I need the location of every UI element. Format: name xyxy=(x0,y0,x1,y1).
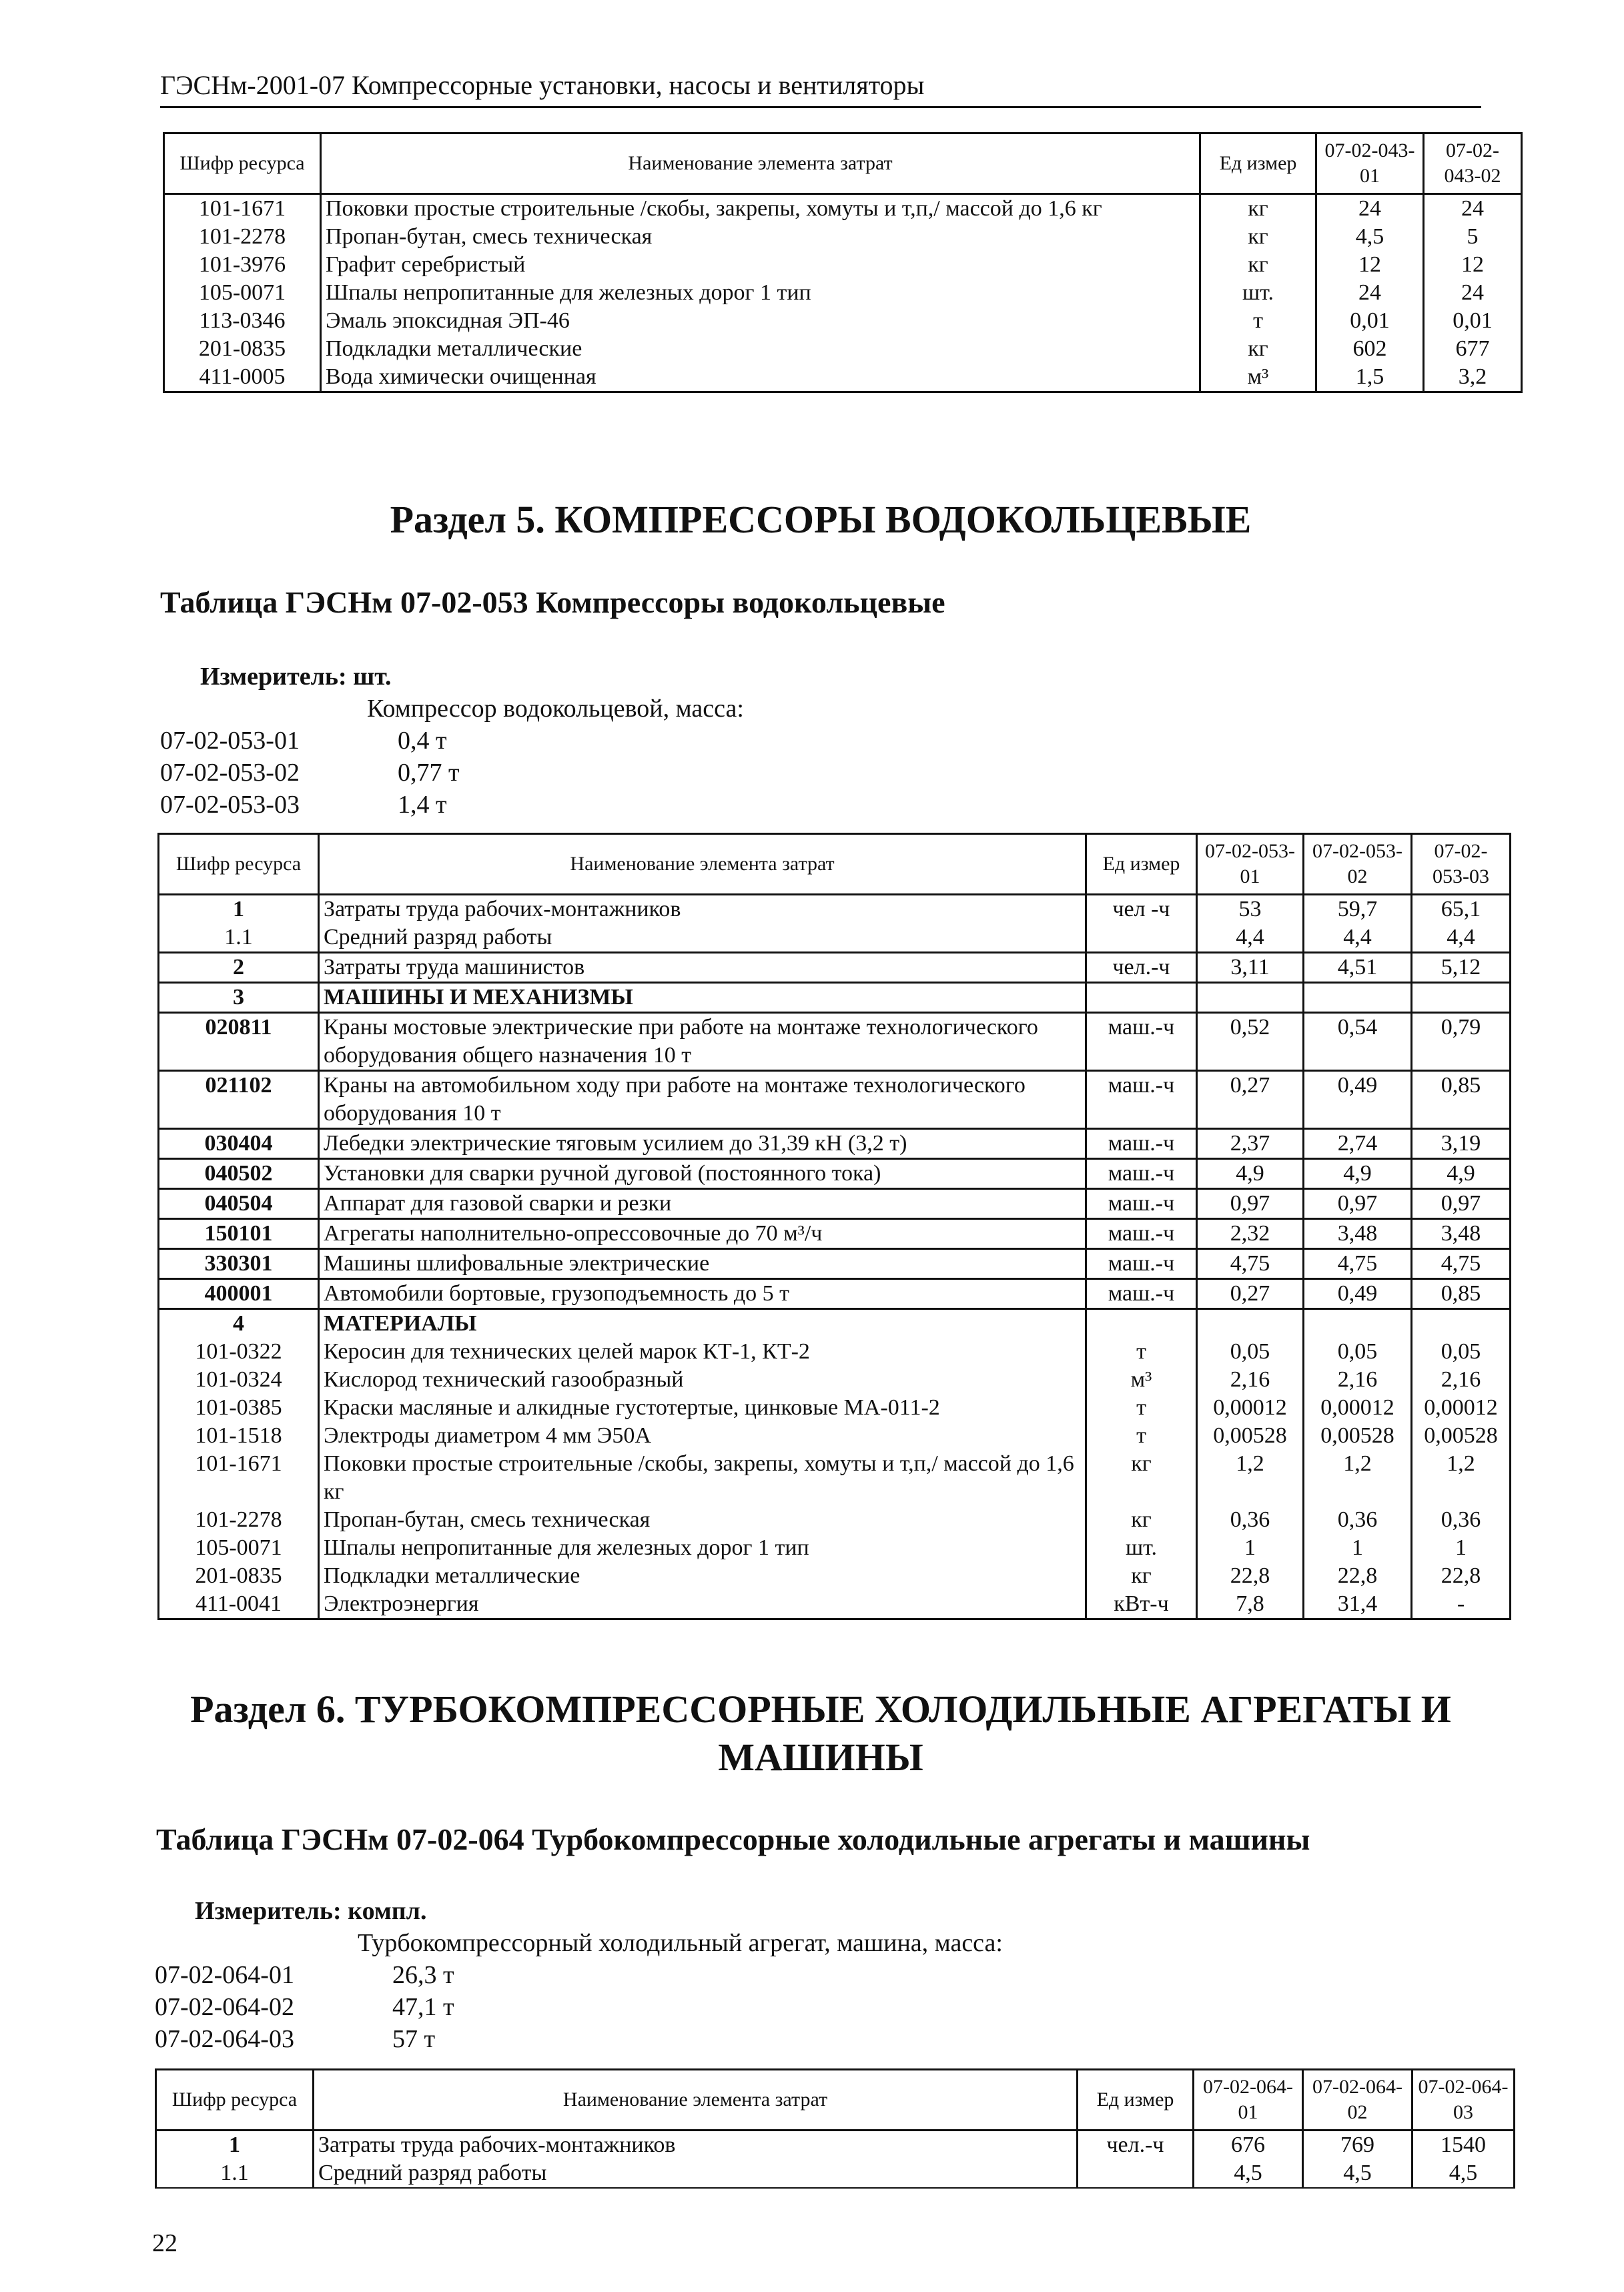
cell-value xyxy=(1304,983,1412,1013)
cell-unit: чел.-ч xyxy=(1086,953,1197,983)
col-header-variant: 07-02-064-03 xyxy=(1412,2070,1515,2131)
cell-value: 0,01 xyxy=(1316,307,1424,335)
cell-name: Краски масляные и алкидные густотертые, цинковые МА-011-2 xyxy=(319,1394,1086,1422)
cell-value: 4,9 xyxy=(1197,1159,1304,1189)
cell-value: 31,4 xyxy=(1304,1590,1412,1619)
cell-value xyxy=(1412,983,1511,1013)
cell-value: - xyxy=(1412,1590,1511,1619)
cell-code: 201-0835 xyxy=(159,1562,319,1590)
cell-unit: т xyxy=(1086,1394,1197,1422)
cell-code: 101-2278 xyxy=(164,223,321,251)
table-row xyxy=(164,363,1522,392)
cell-unit: кВт-ч xyxy=(1086,1590,1197,1619)
cell-name: Лебедки электрические тяговым усилием до 31,39 кН (3,2 т) xyxy=(319,1129,1086,1159)
cell-value: 1 xyxy=(1304,1534,1412,1562)
cell-name: Автомобили бортовые, грузоподъемность до 5 т xyxy=(319,1279,1086,1309)
variant-code: 07-02-064-02 xyxy=(155,1993,294,2021)
cell-value: 0,85 xyxy=(1412,1279,1511,1309)
variant-code: 07-02-064-03 xyxy=(155,2025,294,2053)
cell-value: 22,8 xyxy=(1304,1562,1412,1590)
cell-value: 0,49 xyxy=(1304,1071,1412,1129)
cell-value: 3,2 xyxy=(1424,363,1522,392)
cell-code: 101-2278 xyxy=(159,1506,319,1534)
table-row xyxy=(159,1562,1511,1590)
cell-value: 0,52 xyxy=(1197,1013,1304,1071)
cell-name: Вода химически очищенная xyxy=(321,363,1200,392)
cell-value: 0,49 xyxy=(1304,1279,1412,1309)
variant-code: 07-02-053-02 xyxy=(160,759,300,787)
cell-value: 2,32 xyxy=(1197,1219,1304,1249)
cell-value: 1,2 xyxy=(1304,1450,1412,1506)
cell-value: 0,97 xyxy=(1197,1189,1304,1219)
resource-table-064 xyxy=(155,2068,1515,2189)
cell-value xyxy=(1304,1309,1412,1339)
table-row xyxy=(159,1279,1511,1309)
col-header-variant: 07-02-064-01 xyxy=(1194,2070,1303,2131)
cell-value: 0,79 xyxy=(1412,1013,1511,1071)
cell-name: Установки для сварки ручной дуговой (постоянного тока) xyxy=(319,1159,1086,1189)
cell-unit: кг xyxy=(1086,1506,1197,1534)
cell-name: Подкладки металлические xyxy=(319,1562,1086,1590)
cell-unit: чел -ч xyxy=(1086,895,1197,924)
cell-code: 101-1671 xyxy=(159,1450,319,1506)
cell-value: 2,74 xyxy=(1304,1129,1412,1159)
cell-name: Эмаль эпоксидная ЭП-46 xyxy=(321,307,1200,335)
table-row xyxy=(159,1249,1511,1279)
cell-unit: маш.-ч xyxy=(1086,1189,1197,1219)
meter-value: компл. xyxy=(348,1897,427,1925)
table-row xyxy=(156,2159,1515,2188)
table-title: Таблица ГЭСНм 07-02-053 Компрессоры водокольцевые xyxy=(160,585,945,619)
cell-unit: маш.-ч xyxy=(1086,1013,1197,1071)
cell-name: Подкладки металлические xyxy=(321,335,1200,363)
cell-code: 201-0835 xyxy=(164,335,321,363)
cell-code: 330301 xyxy=(159,1249,319,1279)
cell-unit: т xyxy=(1086,1338,1197,1366)
cell-value xyxy=(1412,1309,1511,1339)
cell-unit: маш.-ч xyxy=(1086,1071,1197,1129)
cell-value: 0,36 xyxy=(1412,1506,1511,1534)
cell-value: 4,75 xyxy=(1412,1249,1511,1279)
cell-value: 0,97 xyxy=(1412,1189,1511,1219)
cell-unit: маш.-ч xyxy=(1086,1279,1197,1309)
table-row xyxy=(159,1366,1511,1394)
col-header-code: Шифр ресурса xyxy=(164,133,321,194)
cell-name: Краны мостовые электрические при работе на монтаже технологического оборудования общего назначения 10 т xyxy=(319,1013,1086,1071)
cell-value: 3,48 xyxy=(1304,1219,1412,1249)
variant-code: 07-02-053-03 xyxy=(160,791,300,819)
meter-value: шт. xyxy=(353,663,392,691)
resource-table-053 xyxy=(157,833,1511,1620)
cell-value xyxy=(1197,983,1304,1013)
variant-value: 47,1 т xyxy=(392,1993,454,2021)
table-row xyxy=(159,1071,1511,1129)
variant-value: 1,4 т xyxy=(398,791,447,819)
variant-value: 0,4 т xyxy=(398,727,447,755)
cell-code: 101-0322 xyxy=(159,1338,319,1366)
variant-item xyxy=(155,1991,454,2023)
page-number: 22 xyxy=(152,2229,177,2257)
cell-name: Шпалы непропитанные для железных дорог 1 тип xyxy=(319,1534,1086,1562)
cell-value: 4,5 xyxy=(1316,223,1424,251)
cell-unit xyxy=(1078,2159,1194,2188)
cell-code: 030404 xyxy=(159,1129,319,1159)
col-header-variant: 07-02-064-02 xyxy=(1303,2070,1412,2131)
cell-code: 105-0071 xyxy=(164,279,321,307)
cell-value: 0,85 xyxy=(1412,1071,1511,1129)
cell-code: 3 xyxy=(159,983,319,1013)
cell-unit: кг xyxy=(1200,335,1316,363)
cell-code: 150101 xyxy=(159,1219,319,1249)
variant-item xyxy=(160,725,460,757)
variant-description: Турбокомпрессорный холодильный агрегат, машина, масса: xyxy=(358,1929,1003,1957)
cell-code: 1.1 xyxy=(159,923,319,953)
cell-value: 22,8 xyxy=(1412,1562,1511,1590)
table-row xyxy=(159,1013,1511,1071)
cell-value: 4,9 xyxy=(1412,1159,1511,1189)
variant-description: Компрессор водокольцевой, масса: xyxy=(367,695,744,723)
cell-unit xyxy=(1086,923,1197,953)
table-row xyxy=(164,223,1522,251)
cell-value: 4,5 xyxy=(1412,2159,1515,2188)
cell-value: 0,01 xyxy=(1424,307,1522,335)
cell-name: МАТЕРИАЛЫ xyxy=(319,1309,1086,1339)
table-title: Таблица ГЭСНм 07-02-064 Турбокомпрессорные холодильные агрегаты и машины xyxy=(156,1822,1310,1856)
cell-code: 101-3976 xyxy=(164,251,321,279)
table-row xyxy=(159,1189,1511,1219)
measurement-unit xyxy=(200,661,392,693)
col-header-unit: Ед измер xyxy=(1086,834,1197,895)
variant-code: 07-02-053-01 xyxy=(160,727,300,755)
cell-code: 1 xyxy=(156,2131,314,2160)
cell-value: 0,54 xyxy=(1304,1013,1412,1071)
cell-code: 1.1 xyxy=(156,2159,314,2188)
table-row xyxy=(159,1534,1511,1562)
col-header-unit: Ед измер xyxy=(1200,133,1316,194)
resource-table-043 xyxy=(163,132,1523,393)
cell-value: 65,1 xyxy=(1412,895,1511,924)
cell-value: 4,75 xyxy=(1304,1249,1412,1279)
cell-value: 4,4 xyxy=(1197,923,1304,953)
cell-value: 5 xyxy=(1424,223,1522,251)
table-row xyxy=(159,1506,1511,1534)
section-title-line: Раздел 6. ТУРБОКОМПРЕССОРНЫЕ ХОЛОДИЛЬНЫЕ АГРЕГАТЫ И xyxy=(190,1687,1451,1731)
cell-value: 12 xyxy=(1424,251,1522,279)
cell-unit: маш.-ч xyxy=(1086,1249,1197,1279)
table-row xyxy=(159,923,1511,953)
cell-name: Агрегаты наполнительно-опрессовочные до 70 м³/ч xyxy=(319,1219,1086,1249)
cell-unit: кг xyxy=(1086,1562,1197,1590)
variant-code: 07-02-064-01 xyxy=(155,1961,294,1989)
table-row xyxy=(159,895,1511,924)
cell-value: 0,00528 xyxy=(1197,1422,1304,1450)
cell-value: 769 xyxy=(1303,2131,1412,2160)
cell-unit: кг xyxy=(1200,223,1316,251)
cell-value: 0,97 xyxy=(1304,1189,1412,1219)
cell-value: 7,8 xyxy=(1197,1590,1304,1619)
variant-item xyxy=(160,757,460,789)
cell-unit: шт. xyxy=(1200,279,1316,307)
cell-value: 1,5 xyxy=(1316,363,1424,392)
cell-value: 4,4 xyxy=(1412,923,1511,953)
cell-code: 101-0324 xyxy=(159,1366,319,1394)
cell-value: 24 xyxy=(1424,194,1522,224)
cell-unit: маш.-ч xyxy=(1086,1129,1197,1159)
cell-name: Пропан-бутан, смесь техническая xyxy=(321,223,1200,251)
cell-code: 4 xyxy=(159,1309,319,1339)
cell-code: 101-1518 xyxy=(159,1422,319,1450)
cell-unit: т xyxy=(1086,1422,1197,1450)
cell-value: 2,16 xyxy=(1412,1366,1511,1394)
cell-name: Средний разряд работы xyxy=(314,2159,1078,2188)
cell-name: Электроэнергия xyxy=(319,1590,1086,1619)
cell-code: 040502 xyxy=(159,1159,319,1189)
cell-name: Поковки простые строительные /скобы, закрепы, хомуты и т,п,/ массой до 1,6 кг xyxy=(321,194,1200,224)
col-header-name: Наименование элемента затрат xyxy=(321,133,1200,194)
cell-name: Графит серебристый xyxy=(321,251,1200,279)
cell-value: 1 xyxy=(1197,1534,1304,1562)
cell-value: 1 xyxy=(1412,1534,1511,1562)
cell-value: 1,2 xyxy=(1197,1450,1304,1506)
cell-unit xyxy=(1086,983,1197,1013)
cell-code: 021102 xyxy=(159,1071,319,1129)
col-header-unit: Ед измер xyxy=(1078,2070,1194,2131)
cell-value: 59,7 xyxy=(1304,895,1412,924)
cell-name: Электроды диаметром 4 мм Э50А xyxy=(319,1422,1086,1450)
cell-value: 3,19 xyxy=(1412,1129,1511,1159)
cell-name: Затраты труда рабочих-монтажников xyxy=(314,2131,1078,2160)
cell-name: Шпалы непропитанные для железных дорог 1 тип xyxy=(321,279,1200,307)
cell-name: Керосин для технических целей марок КТ-1, КТ-2 xyxy=(319,1338,1086,1366)
cell-value: 53 xyxy=(1197,895,1304,924)
cell-name: Аппарат для газовой сварки и резки xyxy=(319,1189,1086,1219)
meter-label: Измеритель: xyxy=(200,663,347,691)
cell-value: 2,37 xyxy=(1197,1129,1304,1159)
cell-code: 105-0071 xyxy=(159,1534,319,1562)
cell-code: 411-0041 xyxy=(159,1590,319,1619)
cell-value: 677 xyxy=(1424,335,1522,363)
cell-name: Затраты труда машинистов xyxy=(319,953,1086,983)
cell-value: 0,00012 xyxy=(1304,1394,1412,1422)
cell-value: 4,51 xyxy=(1304,953,1412,983)
cell-value: 4,75 xyxy=(1197,1249,1304,1279)
cell-value: 0,00012 xyxy=(1412,1394,1511,1422)
table-row xyxy=(159,1338,1511,1366)
cell-code: 2 xyxy=(159,953,319,983)
variant-item xyxy=(160,789,460,821)
table-row xyxy=(159,1309,1511,1339)
variant-item xyxy=(155,1959,454,1991)
cell-value xyxy=(1197,1309,1304,1339)
measurement-unit xyxy=(195,1895,426,1927)
variant-list xyxy=(160,725,460,821)
col-header-name: Наименование элемента затрат xyxy=(314,2070,1078,2131)
cell-name: Краны на автомобильном ходу при работе на монтаже технологического оборудования 10 т xyxy=(319,1071,1086,1129)
col-header-variant: 07-02-043-01 xyxy=(1316,133,1424,194)
cell-unit: т xyxy=(1200,307,1316,335)
table-row xyxy=(159,953,1511,983)
variant-value: 26,3 т xyxy=(392,1961,454,1989)
cell-value: 0,05 xyxy=(1304,1338,1412,1366)
cell-name: Кислород технический газообразный xyxy=(319,1366,1086,1394)
table-row xyxy=(164,335,1522,363)
section-title xyxy=(160,1685,1481,1782)
cell-value: 2,16 xyxy=(1197,1366,1304,1394)
cell-code: 113-0346 xyxy=(164,307,321,335)
table-row xyxy=(159,1422,1511,1450)
cell-name: МАШИНЫ И МЕХАНИЗМЫ xyxy=(319,983,1086,1013)
cell-value: 5,12 xyxy=(1412,953,1511,983)
cell-value: 4,9 xyxy=(1304,1159,1412,1189)
cell-value: 0,27 xyxy=(1197,1071,1304,1129)
cell-unit: чел.-ч xyxy=(1078,2131,1194,2160)
cell-code: 040504 xyxy=(159,1189,319,1219)
cell-name: Поковки простые строительные /скобы, закрепы, хомуты и т,п,/ массой до 1,6 кг xyxy=(319,1450,1086,1506)
table-row xyxy=(159,1129,1511,1159)
cell-value: 0,00528 xyxy=(1304,1422,1412,1450)
table-row xyxy=(159,983,1511,1013)
cell-value: 3,11 xyxy=(1197,953,1304,983)
cell-unit: маш.-ч xyxy=(1086,1219,1197,1249)
cell-code: 400001 xyxy=(159,1279,319,1309)
table-row xyxy=(164,194,1522,224)
variant-list xyxy=(155,1959,454,2055)
cell-value: 2,16 xyxy=(1304,1366,1412,1394)
cell-value: 0,27 xyxy=(1197,1279,1304,1309)
cell-code: 101-1671 xyxy=(164,194,321,224)
cell-code: 101-0385 xyxy=(159,1394,319,1422)
cell-name: Пропан-бутан, смесь техническая xyxy=(319,1506,1086,1534)
cell-value: 602 xyxy=(1316,335,1424,363)
cell-unit xyxy=(1086,1309,1197,1339)
cell-unit: шт. xyxy=(1086,1534,1197,1562)
cell-unit: м³ xyxy=(1200,363,1316,392)
cell-value: 676 xyxy=(1194,2131,1303,2160)
cell-code: 020811 xyxy=(159,1013,319,1071)
cell-value: 24 xyxy=(1424,279,1522,307)
cell-value: 0,05 xyxy=(1412,1338,1511,1366)
cell-unit: маш.-ч xyxy=(1086,1159,1197,1189)
table-row xyxy=(164,251,1522,279)
cell-name: Затраты труда рабочих-монтажников xyxy=(319,895,1086,924)
cell-name: Машины шлифовальные электрические xyxy=(319,1249,1086,1279)
col-header-name: Наименование элемента затрат xyxy=(319,834,1086,895)
cell-unit: м³ xyxy=(1086,1366,1197,1394)
section-title: Раздел 5. КОМПРЕССОРЫ ВОДОКОЛЬЦЕВЫЕ xyxy=(390,498,1252,541)
cell-code: 1 xyxy=(159,895,319,924)
cell-value: 0,05 xyxy=(1197,1338,1304,1366)
table-row xyxy=(159,1159,1511,1189)
col-header-variant: 07-02-053-02 xyxy=(1304,834,1412,895)
variant-value: 0,77 т xyxy=(398,759,460,787)
cell-name: Средний разряд работы xyxy=(319,923,1086,953)
cell-value: 4,4 xyxy=(1304,923,1412,953)
cell-value: 0,36 xyxy=(1197,1506,1304,1534)
table-row xyxy=(159,1450,1511,1506)
cell-value: 0,36 xyxy=(1304,1506,1412,1534)
cell-value: 12 xyxy=(1316,251,1424,279)
cell-unit: кг xyxy=(1200,194,1316,224)
table-row xyxy=(159,1219,1511,1249)
cell-value: 0,00528 xyxy=(1412,1422,1511,1450)
col-header-code: Шифр ресурса xyxy=(159,834,319,895)
cell-unit: кг xyxy=(1200,251,1316,279)
table-row xyxy=(156,2131,1515,2160)
cell-value: 3,48 xyxy=(1412,1219,1511,1249)
cell-value: 0,00012 xyxy=(1197,1394,1304,1422)
cell-value: 1540 xyxy=(1412,2131,1515,2160)
col-header-code: Шифр ресурса xyxy=(156,2070,314,2131)
cell-code: 411-0005 xyxy=(164,363,321,392)
col-header-variant: 07-02-043-02 xyxy=(1424,133,1522,194)
cell-value: 1,2 xyxy=(1412,1450,1511,1506)
cell-value: 22,8 xyxy=(1197,1562,1304,1590)
variant-item xyxy=(155,2023,454,2055)
table-row xyxy=(164,279,1522,307)
cell-value: 4,5 xyxy=(1303,2159,1412,2188)
meter-label: Измеритель: xyxy=(195,1897,342,1925)
cell-value: 24 xyxy=(1316,279,1424,307)
col-header-variant: 07-02-053-01 xyxy=(1197,834,1304,895)
section-title-line: МАШИНЫ xyxy=(718,1736,923,1779)
variant-value: 57 т xyxy=(392,2025,436,2053)
table-row xyxy=(164,307,1522,335)
table-row xyxy=(159,1394,1511,1422)
col-header-variant: 07-02-053-03 xyxy=(1412,834,1511,895)
table-row xyxy=(159,1590,1511,1619)
running-header: ГЭСНм-2001-07 Компрессорные установки, насосы и вентиляторы xyxy=(160,69,1481,108)
cell-value: 24 xyxy=(1316,194,1424,224)
cell-value: 4,5 xyxy=(1194,2159,1303,2188)
cell-unit: кг xyxy=(1086,1450,1197,1506)
